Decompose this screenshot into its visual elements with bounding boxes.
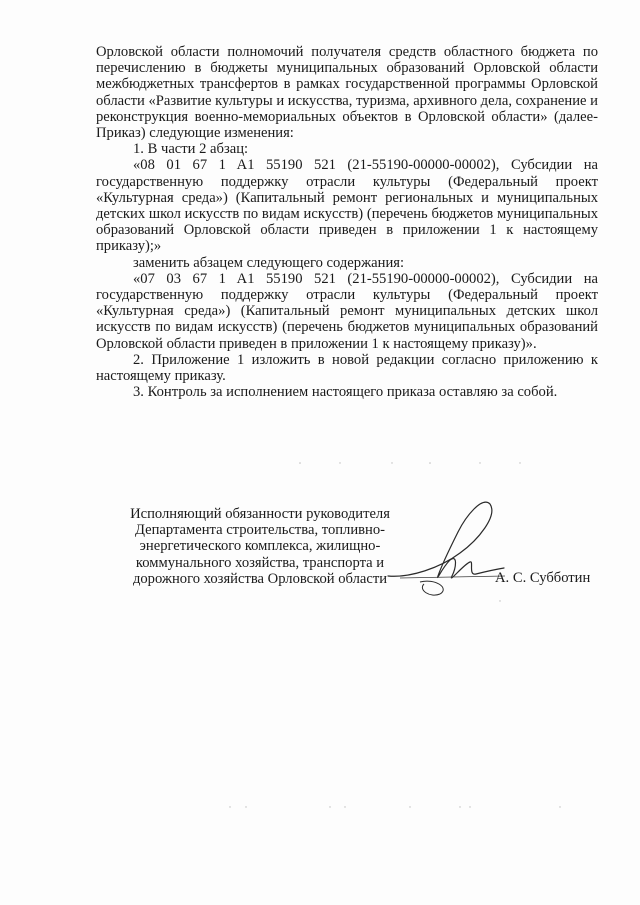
signatory-line: энергетического комплекса, жилищно-	[139, 538, 381, 555]
paragraph-item-1: 1. В части 2 абзац:	[133, 141, 249, 158]
paragraph-intro-continuation: Орловской области полномочий получателя средств областного бюджета по перечислению в бюджеты муниципальных образований Орловской области межбюджетных трансфертов в рамках государственной программы Орловской области «Развитие культуры и искусства, туризма, архивного дела, сохранение и реконструкция военно-мемориальных объектов в Орловской области» (далее- Приказ) следующие изменения:	[96, 44, 598, 142]
paragraph-item-3: 3. Контроль за исполнением настоящего приказа оставляю за собой.	[133, 384, 558, 401]
signatory-line: Департамента строительства, топливно-	[134, 522, 386, 539]
signatory-title	[110, 506, 410, 587]
handwritten-signature	[380, 498, 510, 598]
document-body	[96, 44, 598, 400]
signatory-line: Исполняющий обязанности руководителя	[130, 506, 390, 522]
paragraph-old-text: «08 01 67 1 A1 55190 521 (21-55190-00000-00002), Субсидии на государственную поддержку отрасли культуры (Федеральный проект «Культурная среда») (Капитальный ремонт региональных и муниципальных детских школ искусств по видам искусств) (перечень бюджетов муниципальных образований Орловской области приведен в приложении 1 к настоящему приказу);»	[96, 157, 598, 255]
signatory-name: А. С. Субботин	[495, 570, 591, 586]
signatory-line: дорожного хозяйства Орловской области	[132, 570, 388, 587]
signatory-line: коммунального хозяйства, транспорта и	[135, 554, 385, 571]
paragraph-replace-with: заменить абзацем следующего содержания:	[133, 254, 405, 271]
paragraph-item-2: 2. Приложение 1 изложить в новой редакции согласно приложению к настоящему приказу.	[96, 351, 598, 385]
paragraph-new-text: «07 03 67 1 A1 55190 521 (21-55190-00000-00002), Субсидии на государственную поддержку отрасли культуры (Федеральный проект «Культурная среда») (Капитальный ремонт муниципальных детских школ искусств по видам искусств) (перечень бюджетов муниципальных образований Орловской области приведен в приложении 1 к настоящему приказу)».	[96, 270, 598, 352]
